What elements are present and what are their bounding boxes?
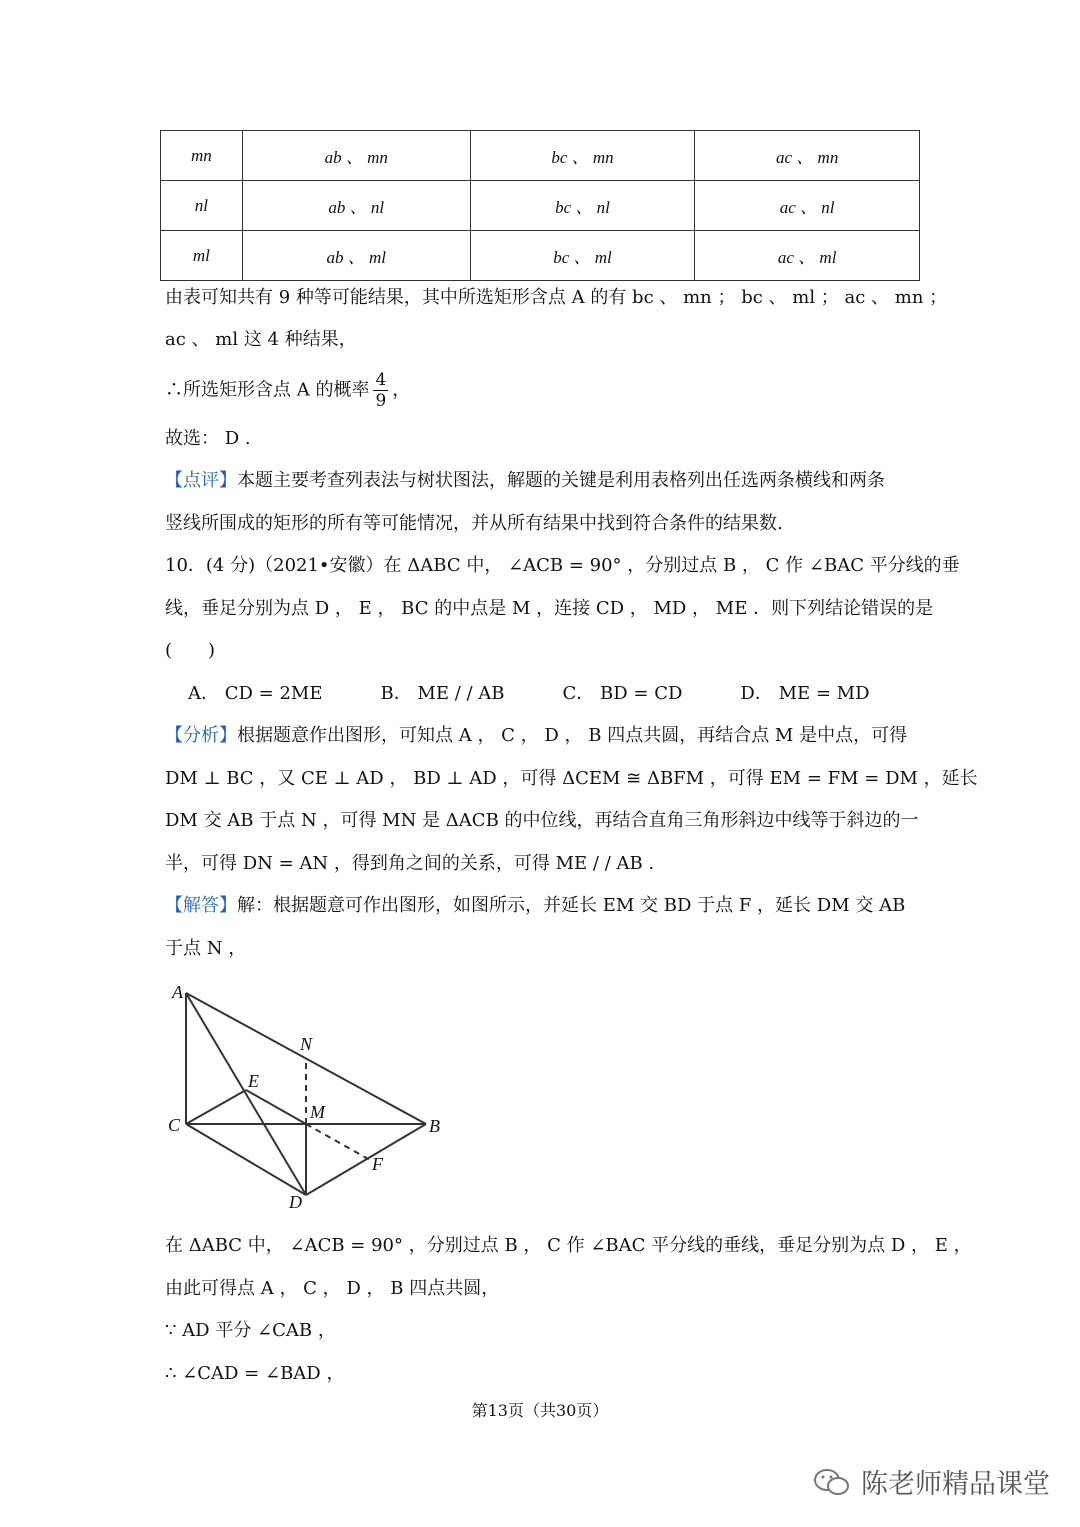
table-cell: nl (161, 181, 243, 231)
result-summary-line: 由表可知共有 9 种等可能结果，其中所选矩形含点 A 的有 bc 、 mn ； bc 、 ml ； ac 、 mn ； (165, 287, 948, 308)
label-d: D (289, 1192, 302, 1212)
watermark (813, 1462, 1050, 1501)
table-cell: bc 、 nl (470, 181, 695, 231)
solution-line-1 (165, 893, 905, 919)
table-cell: bc 、 mn (470, 131, 695, 181)
analysis-line-3: DM 交 AB 于点 N ，可得 MN 是 ΔACB 的中位线，再结合直角三角形斜边中线等于斜边的一 (165, 810, 919, 831)
label-b: B (429, 1116, 440, 1136)
solution-line-2: 于点 N ， (165, 938, 247, 959)
options-row (188, 681, 928, 707)
probability-text: ∴所选矩形含点 A 的概率 (165, 379, 370, 401)
probability-fraction (373, 370, 388, 411)
option-d: D． ME = MD (740, 683, 870, 704)
label-m: M (310, 1102, 325, 1122)
wechat-icon (813, 1467, 851, 1497)
answer-choice-line: 故选： D . (165, 428, 251, 449)
question-paren: ( ) (165, 640, 216, 661)
table-cell: bc 、 ml (470, 231, 695, 281)
segment-cd (186, 1124, 306, 1195)
table-cell: ac 、 nl (695, 181, 920, 231)
solution-line-6: ∴ ∠CAD = ∠BAD ， (165, 1363, 345, 1384)
table-cell: ab 、 mn (242, 131, 470, 181)
comment-text: 本题主要考查列表法与树状图法，解题的关键是利用表格列出任选两条横线和两条 (237, 470, 885, 491)
label-n: N (300, 1034, 313, 1054)
analysis-line-4: 半，可得 DN = AN ，得到角之间的关系，可得 ME / / AB . (165, 853, 655, 874)
analysis-line-1 (165, 723, 907, 749)
solution-line-5: ∵ AD 平分 ∠CAB ， (165, 1320, 336, 1341)
question-line-2: 线，垂足分别为点 D ， E ， BC 的中点是 M ，连接 CD ， MD ， ME ．则下列结论错误的是 (165, 598, 934, 619)
analysis-tag: 【分析】 (165, 725, 237, 746)
label-a: A (172, 982, 183, 1002)
question-line-1: 10．(4 分)（2021•安徽）在 ΔABC 中， ∠ACB = 90° ，分别过点 B ， C 作 ∠BAC 平分线的垂 (165, 555, 960, 576)
probability-line (165, 370, 410, 411)
segment-ad (186, 993, 306, 1195)
page-footer: 第13页（共30页） (471, 1401, 609, 1420)
comment-tag: 【点评】 (165, 470, 237, 491)
solution-line-3: 在 ΔABC 中， ∠ACB = 90° ，分别过点 B ， C 作 ∠BAC 平分线的垂线，垂足分别为点 D ， E ， (165, 1235, 972, 1256)
label-c: C (168, 1115, 181, 1135)
table-row (161, 131, 920, 181)
outcome-table (160, 130, 920, 281)
label-e: E (248, 1071, 259, 1091)
segment-db (306, 1124, 426, 1195)
label-f: F (372, 1154, 383, 1174)
solution-line-4: 由此可得点 A ， C ， D ， B 四点共圆， (165, 1278, 500, 1299)
segment-em (246, 1090, 306, 1124)
table-row (161, 181, 920, 231)
table-cell: ac 、 ml (695, 231, 920, 281)
option-c: C． BD = CD (562, 683, 683, 704)
table-cell: ac 、 mn (695, 131, 920, 181)
segment-mf-dashed (306, 1124, 370, 1160)
fraction-numerator: 4 (375, 370, 387, 390)
solution-text: 解：根据题意可作出图形，如图所示，并延长 EM 交 BD 于点 F ，延长 DM 交 AB (237, 895, 906, 916)
table-cell: ml (161, 231, 243, 281)
table-cell: mn (161, 131, 243, 181)
geometry-figure (160, 975, 460, 1215)
segment-ce (186, 1090, 246, 1124)
option-a: A． CD = 2ME (188, 683, 323, 704)
option-b: B． ME / / AB (380, 683, 505, 704)
fraction-denominator: 9 (375, 391, 387, 411)
comment-line-2: 竖线所围成的矩形的所有等可能情况，并从所有结果中找到符合条件的结果数. (165, 513, 783, 534)
analysis-line-2: DM ⊥ BC ，又 CE ⊥ AD ， BD ⊥ AD ，可得 ΔCEM ≅ ΔBFM ，可得 EM = FM = DM ，延长 (165, 768, 978, 789)
table-cell: ab 、 nl (242, 181, 470, 231)
table-cell: ab 、 ml (242, 231, 470, 281)
table-row (161, 231, 920, 281)
watermark-text: 陈老师精品课堂 (861, 1469, 1050, 1500)
analysis-text: 根据题意作出图形，可知点 A ， C ， D ， B 四点共圆，再结合点 M 是中点，可得 (237, 725, 908, 746)
probability-punct: ， (392, 379, 411, 401)
result-count-line: ac 、 ml 这 4 种结果， (165, 329, 357, 350)
comment-line-1 (165, 468, 885, 494)
solution-tag: 【解答】 (165, 895, 237, 916)
